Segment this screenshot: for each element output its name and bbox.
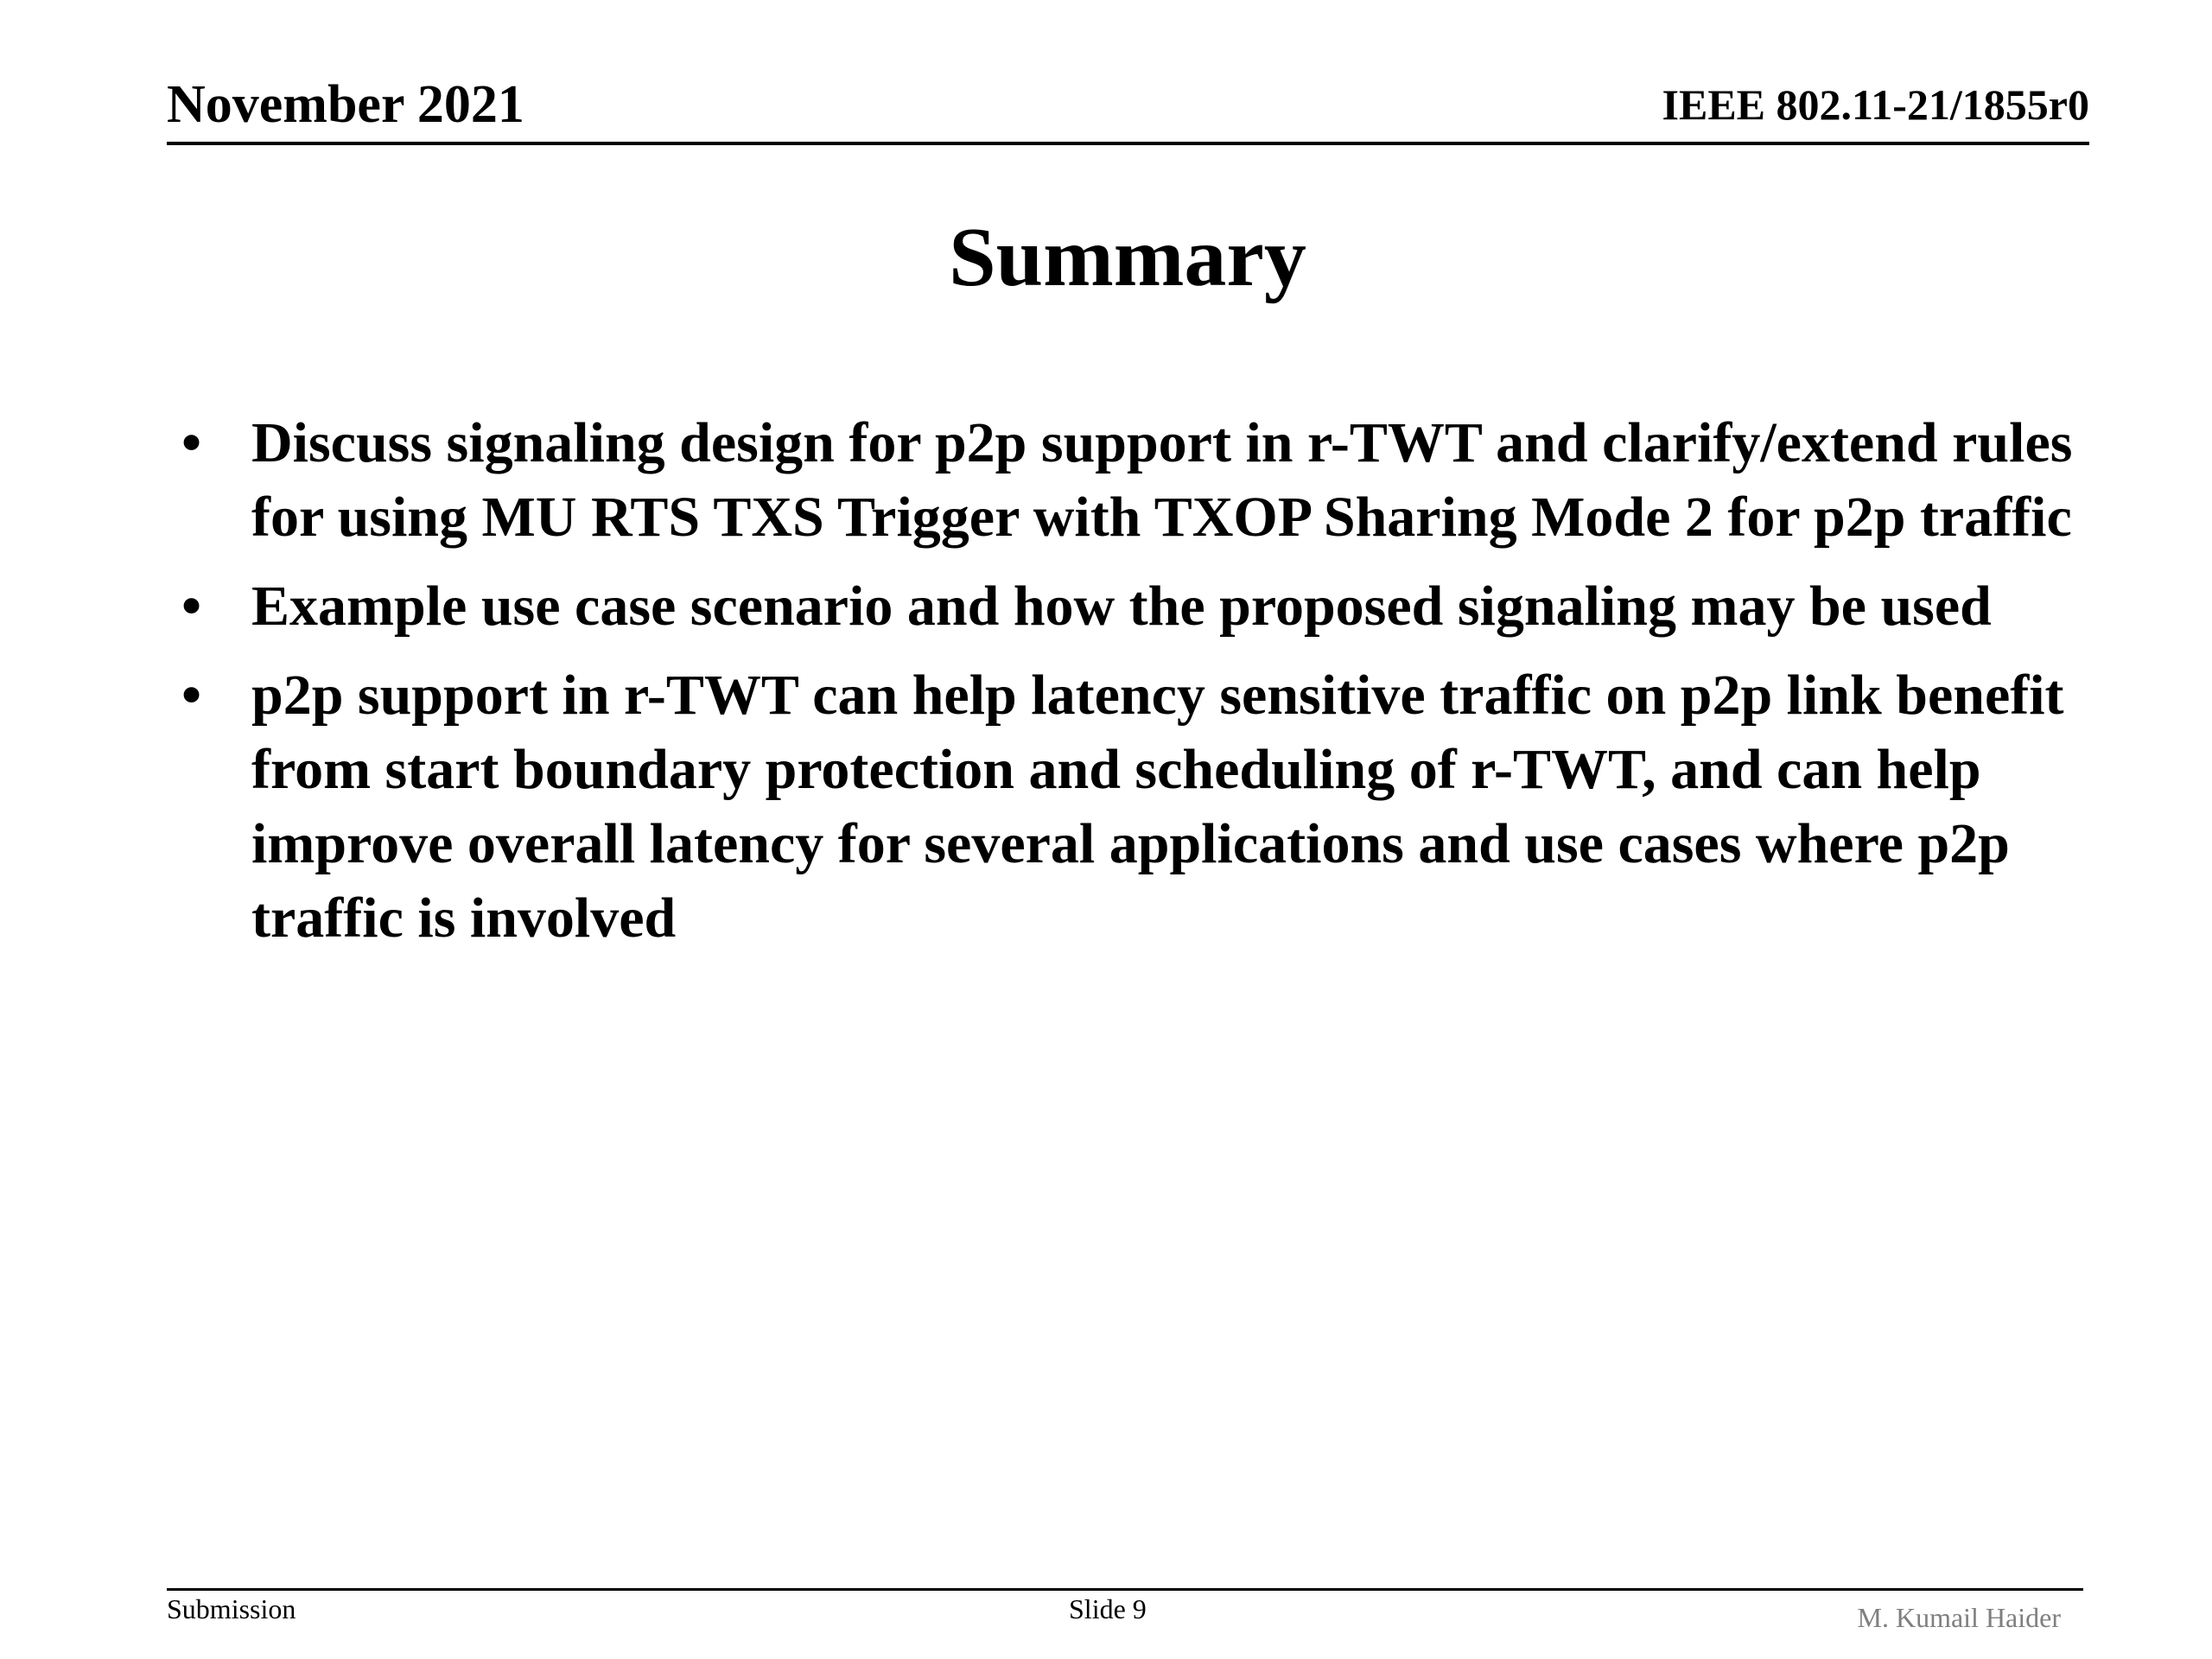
bullet-icon: • [181, 411, 202, 474]
bullet-item [181, 406, 2100, 555]
footer-slide-number: Slide 9 [1069, 1593, 1147, 1624]
bullet-text: Example use case scenario and how the proposed signaling may be used [251, 575, 1992, 638]
header-divider [167, 142, 2089, 145]
bullet-icon: • [181, 664, 202, 727]
bullet-item [181, 658, 2100, 956]
slide-title: Summary [949, 211, 1306, 304]
footer-divider [167, 1588, 2083, 1591]
bullet-item [181, 569, 2100, 644]
footer-submission: Submission [167, 1593, 296, 1624]
header-document-id: IEEE 802.11-21/1855r0 [1662, 80, 2089, 129]
footer-author: M. Kumail Haider [1857, 1602, 2061, 1633]
header-date: November 2021 [167, 75, 524, 134]
bullet-text: p2p support in r-TWT can help latency sensitive traffic on p2p link benefit from start boundary protection and scheduling of r-TWT, and can help improve overall latency for several applications and use cases where p2p traffic is involved [251, 664, 2064, 950]
bullet-text: Discuss signaling design for p2p support in r-TWT and clarify/extend rules for using MU RTS TXS Trigger with TXOP Sharing Mode 2 for p2p traffic [251, 411, 2073, 549]
bullet-icon: • [181, 575, 202, 638]
bullet-list [181, 406, 2100, 970]
